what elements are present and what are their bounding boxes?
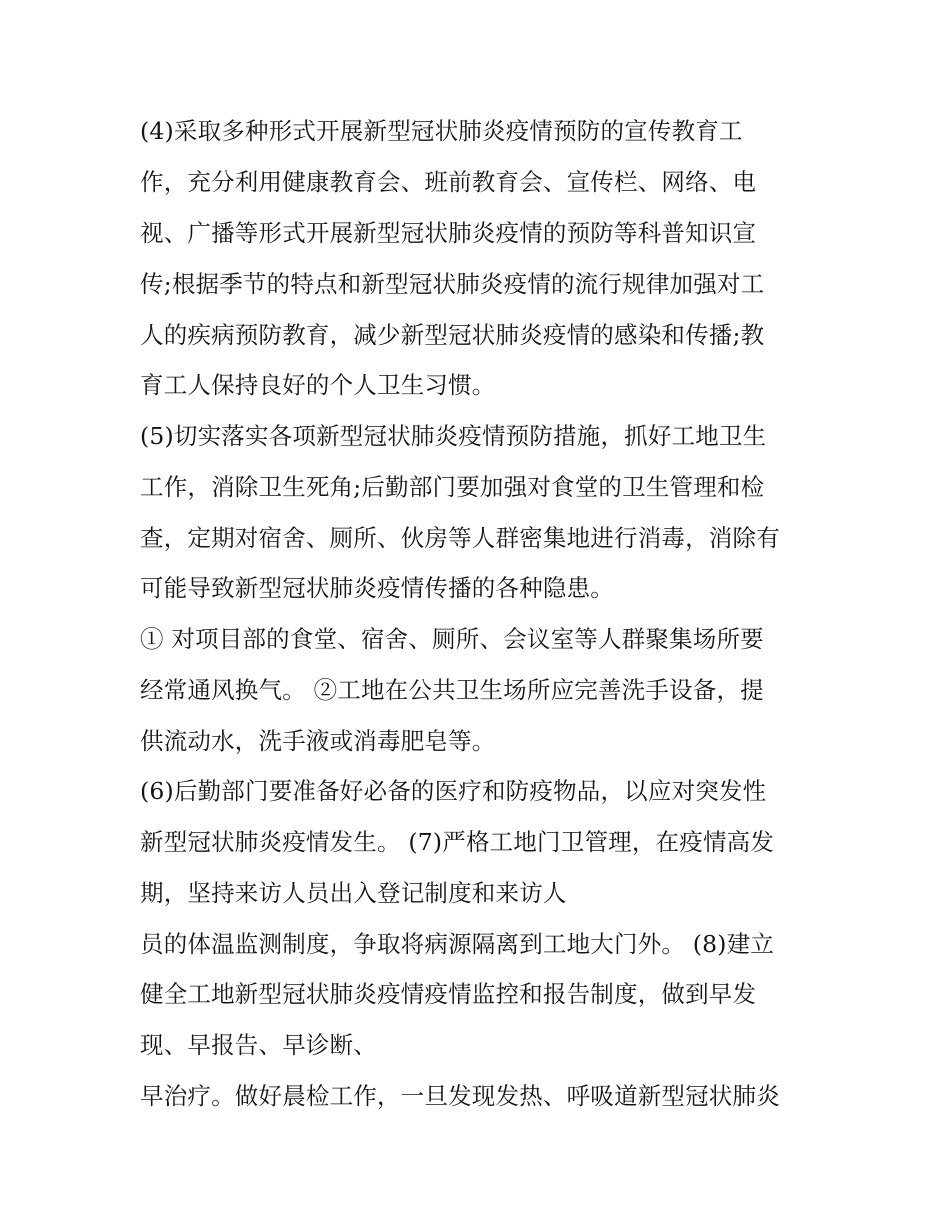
text-line: 传;根据季节的特点和新型冠状肺炎疫情的流行规律加强对工	[140, 270, 765, 298]
text-line: 查，定期对宿舍、厕所、伙房等人群密集地进行消毒，消除有	[140, 524, 780, 552]
text-line: 经常通风换气。 ②工地在公共卫生场所应完善洗手设备，提	[140, 676, 764, 704]
text-line: (6)后勤部门要准备好必备的医疗和防疫物品，以应对突发性	[140, 777, 767, 805]
text-line: 新型冠状肺炎疫情发生。 (7)严格工地门卫管理，在疫情高发	[140, 828, 775, 856]
text-line: 健全工地新型冠状肺炎疫情疫情监控和报告制度，做到早发	[140, 980, 757, 1008]
text-line: 作，充分利用健康教育会、班前教育会、宣传栏、网络、电	[140, 168, 757, 196]
text-line: 现、早报告、早诊断、	[140, 1031, 377, 1059]
text-line: 期，坚持来访人员出入登记制度和来访人	[140, 879, 567, 907]
text-line: (4)采取多种形式开展新型冠状肺炎疫情预防的宣传教育工	[140, 117, 743, 145]
text-line: 工作，消除卫生死角;后勤部门要加强对食堂的卫生管理和检	[140, 473, 765, 501]
text-line: 员的体温监测制度，争取将病源隔离到工地大门外。 (8)建立	[140, 930, 775, 958]
text-line: 早治疗。做好晨检工作，一旦发现发热、呼吸道新型冠状肺炎	[140, 1082, 780, 1110]
text-line: 供流动水，洗手液或消毒肥皂等。	[140, 727, 496, 755]
text-line: (5)切实落实各项新型冠状肺炎疫情预防措施，抓好工地卫生	[140, 422, 767, 450]
text-line: 视、广播等形式开展新型冠状肺炎疫情的预防等科普知识宣	[140, 219, 757, 247]
text-line: 可能导致新型冠状肺炎疫情传播的各种隐患。	[140, 574, 614, 602]
text-line: 人的疾病预防教育，减少新型冠状肺炎疫情的感染和传播;教	[140, 321, 765, 349]
text-line: 育工人保持良好的个人卫生习惯。	[140, 371, 496, 399]
text-line: ① 对项目部的食堂、宿舍、厕所、会议室等人群聚集场所要	[140, 625, 764, 653]
